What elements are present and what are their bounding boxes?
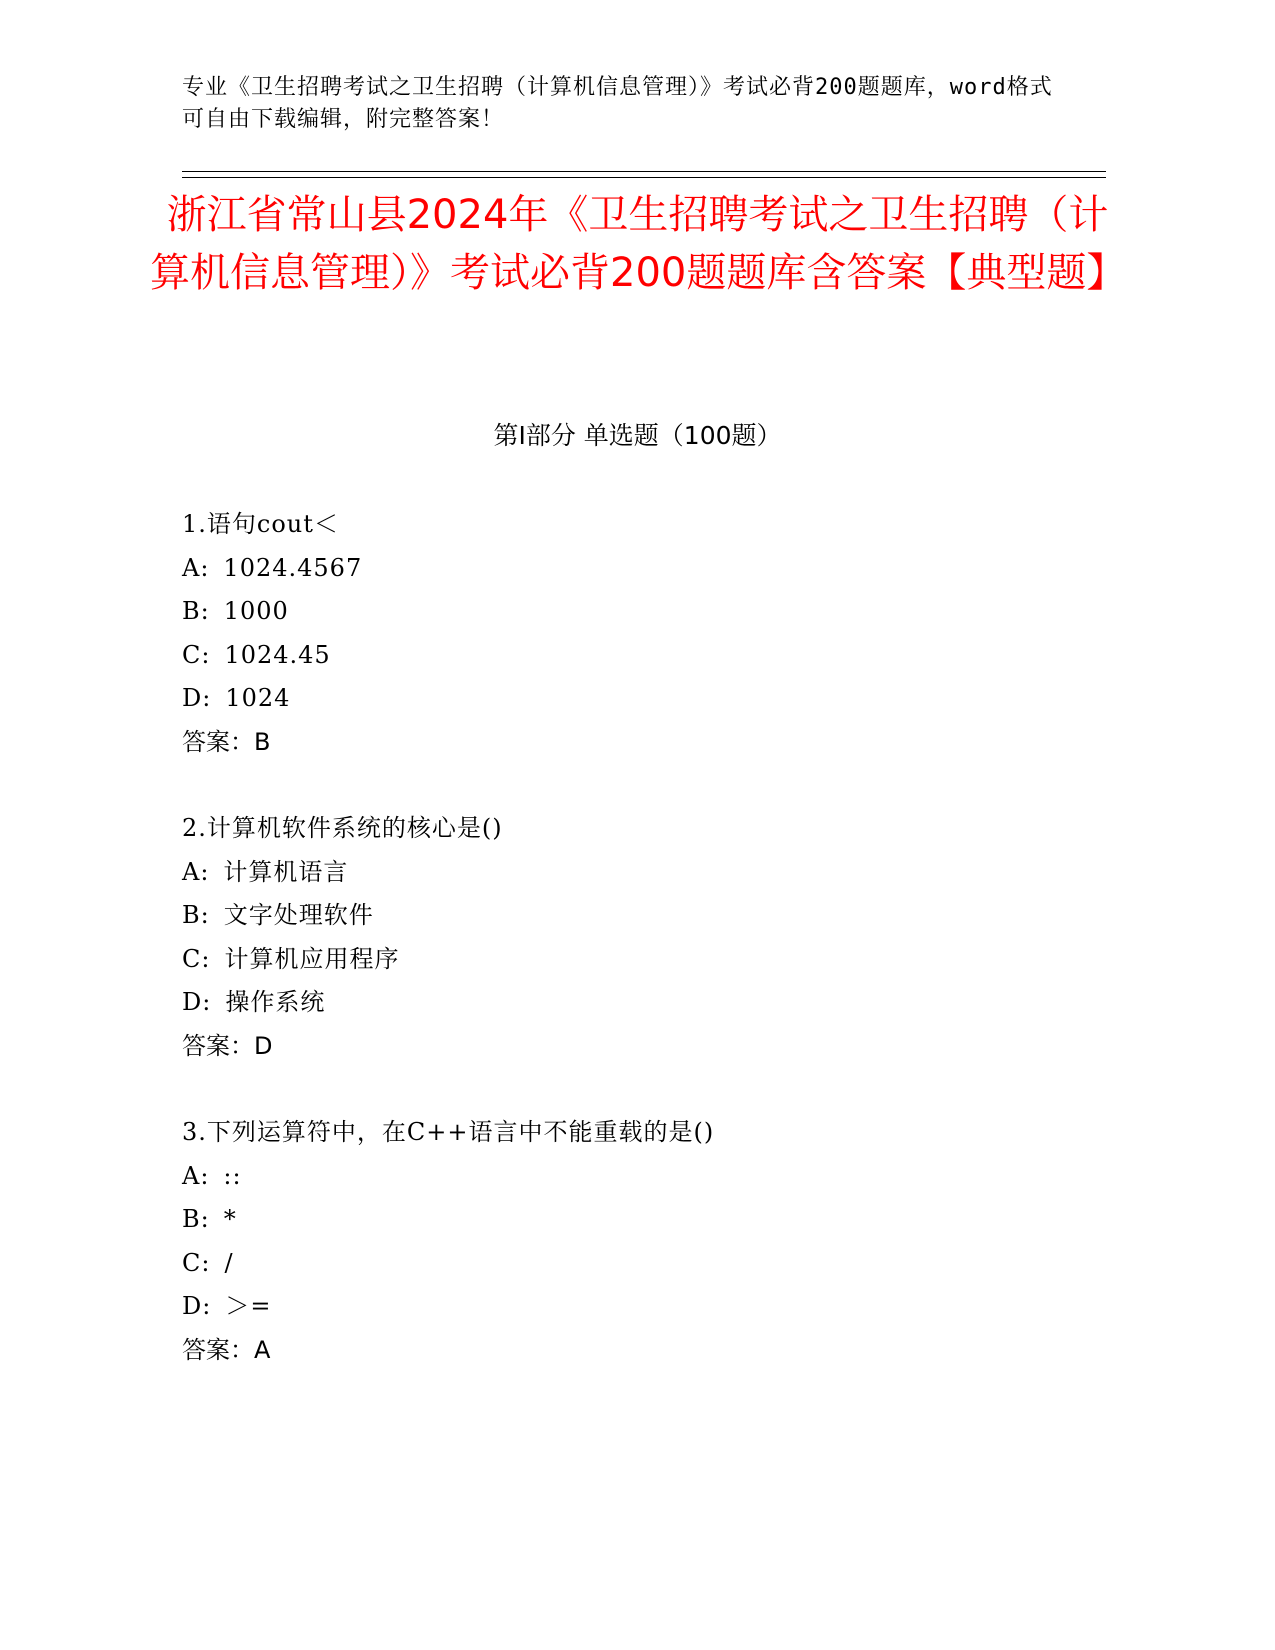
question-item [182,1111,1102,1372]
option-key: D: [182,684,212,712]
question-stem: 3.下列运算符中，在C++语言中不能重载的是() [182,1118,715,1146]
section-title: 第Ⅰ部分 单选题（100题） [493,421,782,450]
option-d [182,981,1102,1025]
option-key: C: [182,640,211,669]
option-key: A: [182,857,210,886]
option-key: D: [182,988,212,1016]
option-d [182,677,1102,721]
option-b [182,894,1102,938]
option-a [182,547,1102,591]
option-text: ＞= [225,1292,272,1320]
question-stem: 1.语句cout＜ [182,510,339,538]
option-key: A: [182,553,210,582]
option-text: :: [223,1161,242,1190]
answer-line: 答案：B [182,727,271,756]
option-text: 1000 [223,597,289,625]
option-key: A: [182,1161,210,1190]
question-stem: 2.计算机软件系统的核心是() [182,814,503,842]
option-c [182,634,1102,678]
option-key: B: [182,1205,210,1233]
option-text: 计算机语言 [223,857,349,886]
question-list [182,503,1102,1415]
option-text: 1024 [225,684,291,712]
document-title: 浙江省常山县2024年《卫生招聘考试之卫生招聘（计算机信息管理）》考试必背200题题库含答案【典型题】 [150,192,1127,296]
answer-line: 答案：D [182,1031,273,1060]
option-text: 计算机应用程序 [224,944,400,973]
option-key: D: [182,1292,212,1320]
option-key: C: [182,944,211,973]
option-b [182,1198,1102,1242]
header-note: 专业《卫生招聘考试之卫生招聘（计算机信息管理）》考试必背200题题库，word格式可自由下载编辑，附完整答案！ [182,75,1053,132]
option-c [182,1242,1102,1286]
option-text: 1024.4567 [223,553,363,582]
option-text: 操作系统 [225,988,326,1016]
question-item [182,503,1102,764]
question-item [182,807,1102,1068]
option-key: B: [182,901,210,929]
header-divider-top [182,171,1106,172]
option-key: B: [182,597,210,625]
option-text: * [223,1205,237,1233]
option-a [182,851,1102,895]
option-a [182,1155,1102,1199]
option-b [182,590,1102,634]
option-text: 1024.45 [224,640,331,669]
header-divider-bottom [182,177,1106,178]
option-text: / [224,1248,234,1277]
option-key: C: [182,1248,211,1277]
option-c [182,938,1102,982]
option-d [182,1285,1102,1329]
answer-line: 答案：A [182,1335,271,1364]
option-text: 文字处理软件 [223,901,374,929]
